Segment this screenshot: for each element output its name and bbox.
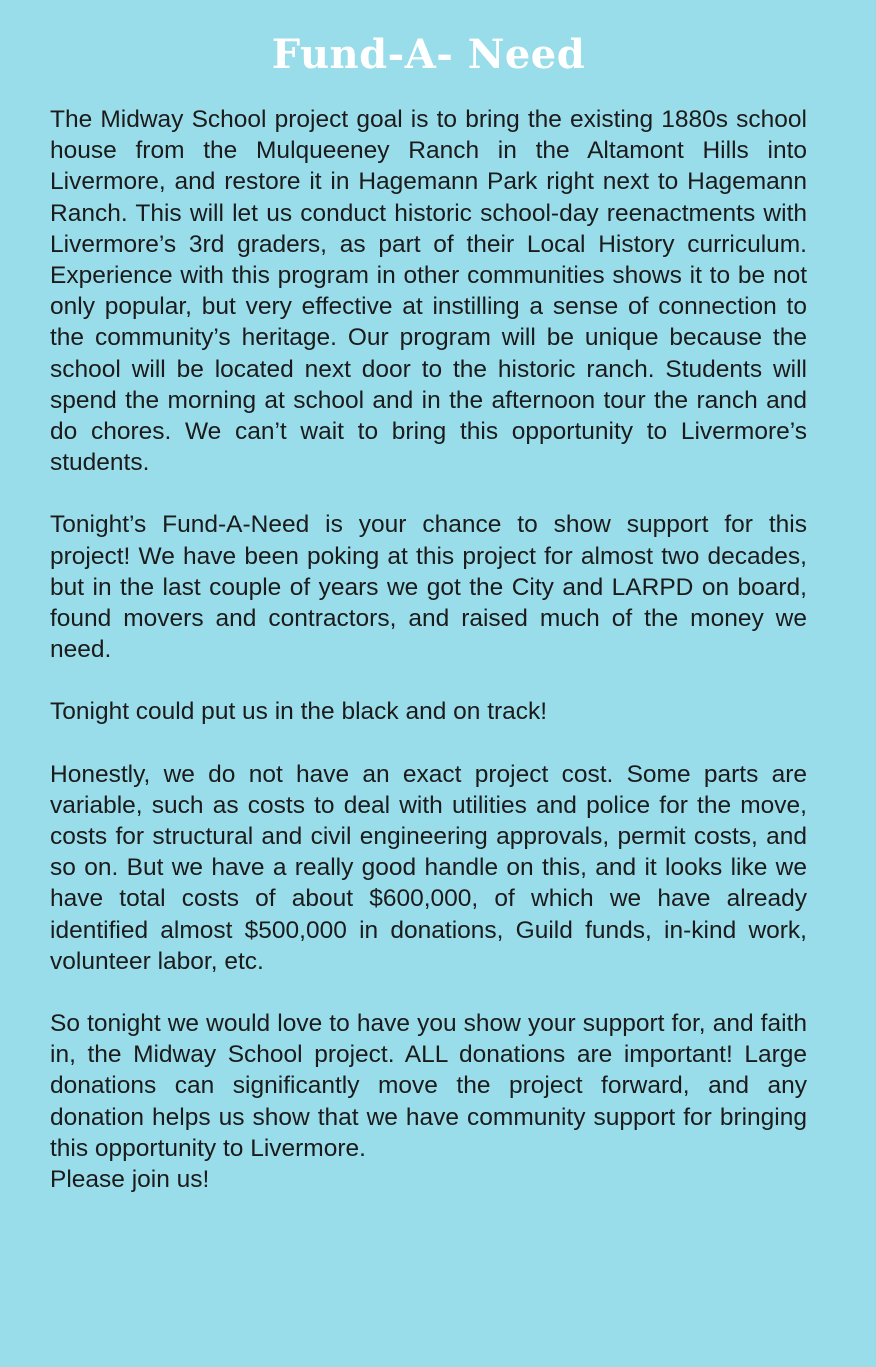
paragraph-fund-a-need: Tonight’s Fund-A-Need is your chance to show support for this project! We have been poking at this project for almost two decades, but in the last couple of years we got the City and LARPD on board, found movers and contractors, and raised much of the money we need.	[50, 511, 807, 664]
paragraph-support-request: So tonight we would love to have you show your support for, and faith in, the Midway School project. ALL donations are important! Large donations can significantly move the project forward, and any donation helps us show that we have community support for bringing this opportunity to Livermore.	[50, 1010, 807, 1162]
paragraph-project-cost: Honestly, we do not have an exact project cost. Some parts are variable, such as costs to deal with utilities and police for the move, costs for structural and civil engineering approvals, permit costs, and so on. But we have a really good handle on this, and it looks like we have total costs of about $600,000, of which we have already identified almost $500,000 in donations, Guild funds, in-kind work, volunteer labor, etc.	[50, 760, 807, 975]
document-page	[50, 28, 807, 1226]
paragraph-project-goal: The Midway School project goal is to bring the existing 1880s school house from the Mulqueeney Ranch in the Altamont Hills into Livermore, and restore it in Hagemann Park right next to Hagemann Ranch. This will let us conduct historic school-day reenactments with Livermore’s 3rd graders, as part of their Local History curriculum. Experience with this program in other communities shows it to be not only popular, but very effective at instilling a sense of connection to the community’s heritage. Our program will be unique because the school will be located next door to the historic ranch. Students will spend the morning at school and in the afternoon tour the ranch and do chores. We can’t wait to bring this opportunity to Livermore’s students.	[50, 106, 807, 477]
page-title: Fund-A- Need	[271, 31, 586, 78]
paragraph-closing: Please join us!	[50, 1166, 210, 1194]
paragraph-on-track: Tonight could put us in the black and on track!	[50, 698, 548, 726]
